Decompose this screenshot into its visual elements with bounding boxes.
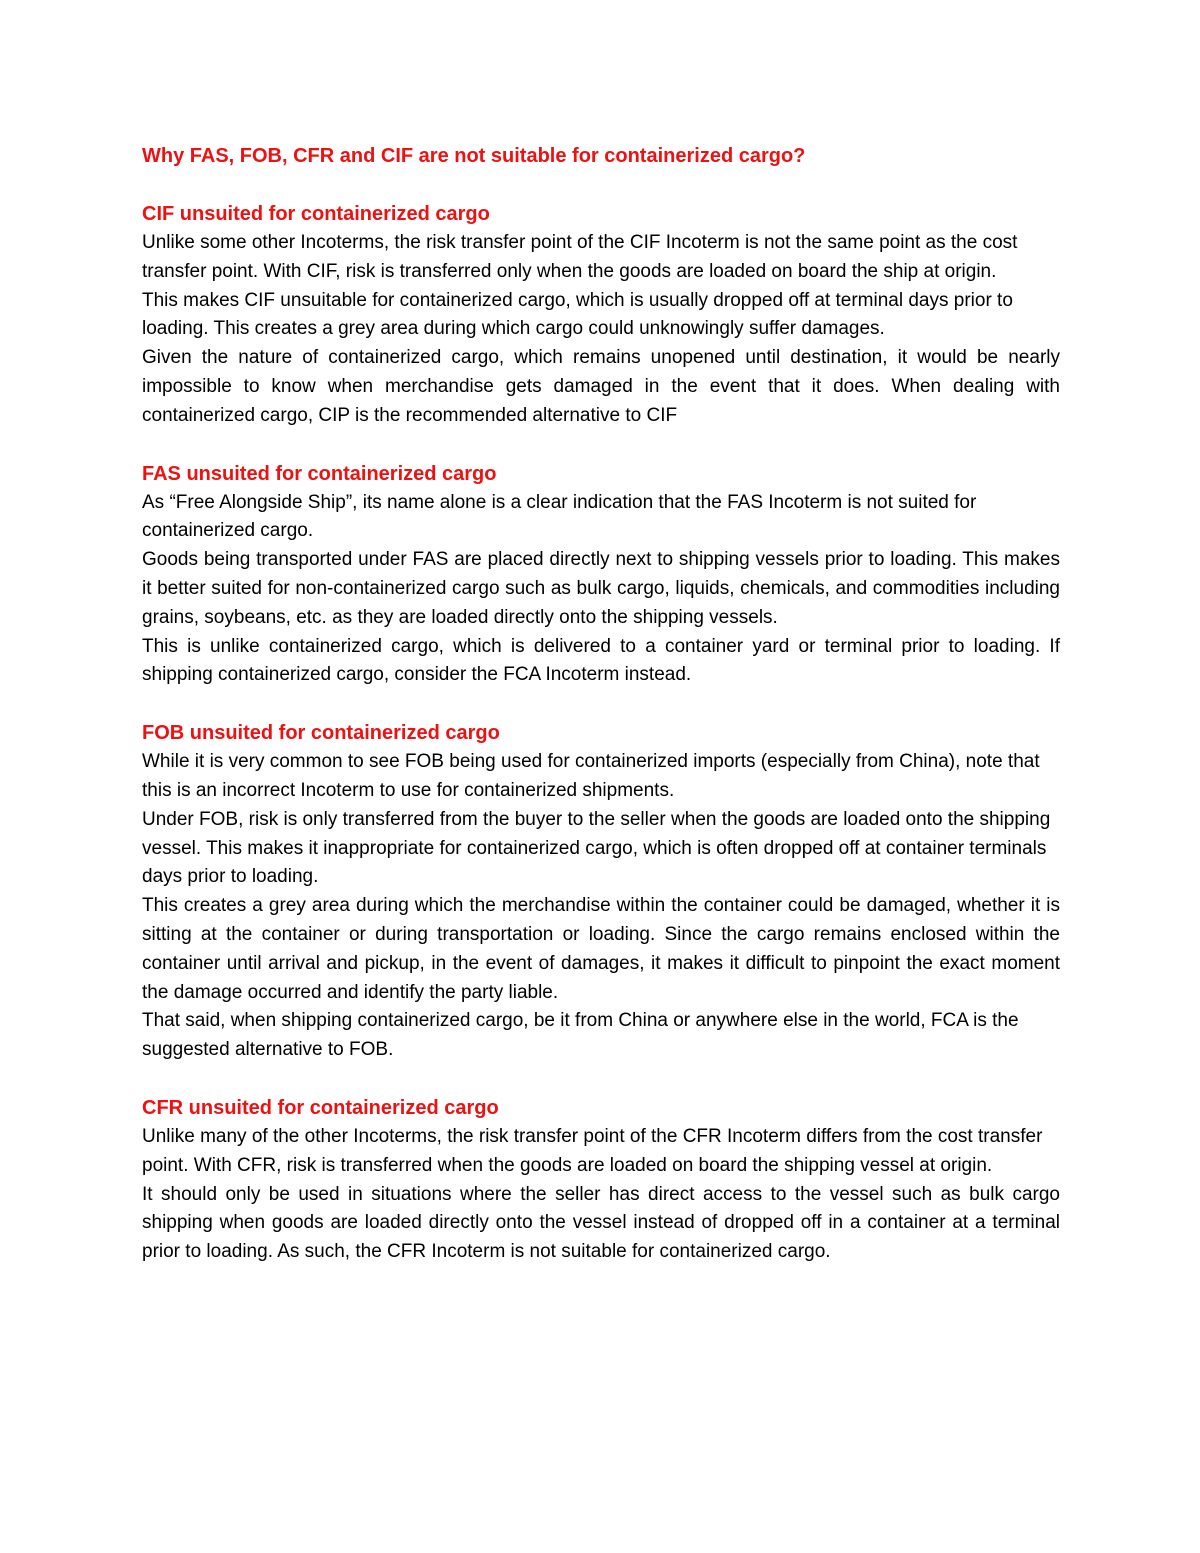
document-page xyxy=(142,142,1060,1296)
paragraph: That said, when shipping containerized cargo, be it from China or anywhere else in the world, FCA is the suggested alternative to FOB. xyxy=(142,1010,1019,1061)
paragraph: Goods being transported under FAS are placed directly next to shipping vessels prior to loading. This makes it better suited for non-containerized cargo such as bulk cargo, liquids, chemicals, and commodities including grains, soybeans, etc. as they are loaded directly onto the shipping vessels. xyxy=(142,549,1060,628)
paragraph: This is unlike containerized cargo, which is delivered to a container yard or terminal prior to loading. If shipping containerized cargo, consider the FCA Incoterm instead. xyxy=(142,635,1060,686)
section-heading: FOB unsuited for containerized cargo xyxy=(142,722,500,745)
section-cfr xyxy=(142,1094,1060,1267)
paragraph: Given the nature of containerized cargo, which remains unopened until destination, it would be nearly impossible to know when merchandise gets damaged in the event that it does. When dealing with containerized cargo, CIP is the recommended alternative to CIF xyxy=(142,347,1060,426)
section-heading: CFR unsuited for containerized cargo xyxy=(142,1096,499,1119)
paragraph: Unlike many of the other Incoterms, the risk transfer point of the CFR Incoterm differs from the cost transfer point. With CFR, risk is transferred when the goods are loaded on board the shipping vessel at origin. xyxy=(142,1125,1043,1176)
paragraph: While it is very common to see FOB being used for containerized imports (especially from China), note that this is an incorrect Incoterm to use for containerized shipments. xyxy=(142,751,1040,801)
section-fob xyxy=(142,719,1060,1065)
paragraph: As “Free Alongside Ship”, its name alone is a clear indication that the FAS Incoterm is not suited for containerized cargo. xyxy=(142,491,977,542)
section-fas xyxy=(142,460,1060,691)
section-heading: CIF unsuited for containerized cargo xyxy=(142,203,490,225)
paragraph: Under FOB, risk is only transferred from the buyer to the seller when the goods are loaded onto the shipping vessel. This makes it inappropriate for containerized cargo, which is often dropped off at container terminals days prior to loading. xyxy=(142,808,1051,888)
paragraph: This creates a grey area during which the merchandise within the container could be damaged, whether it is sitting at the container or during transportation or loading. Since the cargo remains enclosed within the container until arrival and pickup, in the event of damages, it makes it difficult to pinpoint the exact moment the damage occurred and identify the party liable. xyxy=(142,895,1060,1003)
paragraph: This makes CIF unsuitable for containerized cargo, which is usually dropped off at terminal days prior to loading. This creates a grey area during which cargo could unknowingly suffer damages. xyxy=(142,289,1013,340)
section-cif xyxy=(142,200,1060,431)
section-heading: FAS unsuited for containerized cargo xyxy=(142,462,497,485)
document-title: Why FAS, FOB, CFR and CIF are not suitable for containerized cargo? xyxy=(142,145,806,167)
paragraph: It should only be used in situations where the seller has direct access to the vessel such as bulk cargo shipping when goods are loaded directly onto the vessel instead of dropped off in a container at a terminal prior to loading. As such, the CFR Incoterm is not suitable for containerized cargo. xyxy=(142,1183,1060,1263)
paragraph: Unlike some other Incoterms, the risk transfer point of the CIF Incoterm is not the same point as the cost transfer point. With CIF, risk is transferred only when the goods are loaded on board the ship at origin. xyxy=(142,232,1018,282)
